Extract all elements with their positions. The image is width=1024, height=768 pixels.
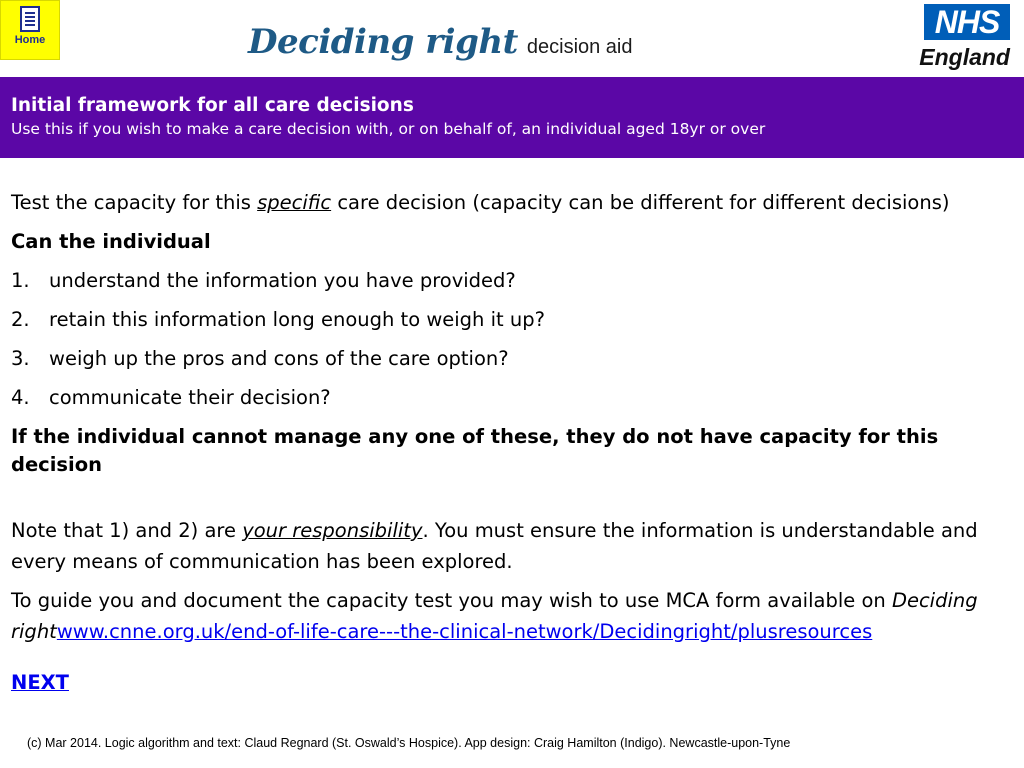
home-label: Home: [14, 34, 46, 46]
banner-title: Initial framework for all care decisions: [11, 95, 414, 116]
list-item-text: retain this information long enough to weigh it up?: [49, 308, 545, 331]
app-title-brand: Deciding right: [248, 22, 518, 62]
list-item-text: understand the information you have provided?: [49, 269, 516, 292]
guide-text: [11, 585, 1016, 647]
app-title: [248, 22, 633, 62]
nhs-england-logo: [908, 2, 1018, 70]
section-banner: [0, 77, 1024, 158]
app-title-suffix: decision aid: [526, 36, 633, 58]
guide-brand: Deciding right: [11, 589, 978, 643]
intro-text-start: Test the capacity for this: [11, 191, 258, 214]
conclusion-text: If the individual cannot manage any one of these, they do not have capacity for this decision: [11, 425, 939, 476]
intro-text: [11, 189, 1016, 217]
guide-text-start: To guide you and document the capacity test you may wish to use MCA form available on: [11, 589, 892, 612]
list-item-text: communicate their decision?: [49, 386, 331, 409]
responsibility-note: [11, 515, 1016, 577]
banner-subtitle: Use this if you wish to make a care decision with, or on behalf of, an individual aged 18yr or over: [11, 120, 766, 138]
list-item: [11, 384, 1016, 412]
resources-link[interactable]: www.cnne.org.uk/end-of-life-care---the-clinical-network/Decidingright/plusresources: [56, 620, 873, 643]
list-item-number: 4.: [11, 386, 30, 409]
question-heading: Can the individual: [11, 230, 211, 253]
next-link[interactable]: NEXT: [11, 671, 69, 694]
intro-text-end: care decision (capacity can be different for different decisions): [331, 191, 950, 214]
list-item-number: 2.: [11, 308, 30, 331]
nhs-logo-region: England: [919, 44, 1010, 70]
home-button[interactable]: [0, 0, 60, 60]
main-content: [11, 189, 1016, 697]
list-item: [11, 267, 1016, 295]
document-icon: [18, 6, 42, 32]
intro-emphasis: specific: [257, 191, 332, 214]
footer-credits: (c) Mar 2014. Logic algorithm and text: Claud Regnard (St. Oswald’s Hospice). App design: Craig Hamilton (Indigo). Newcastle-upon-Tyne: [27, 736, 791, 750]
list-item-text: weigh up the pros and cons of the care option?: [49, 347, 509, 370]
list-item-number: 3.: [11, 347, 30, 370]
list-item-number: 1.: [11, 269, 30, 292]
note-text-end: . You must ensure the information is understandable and every means of communication has been explored.: [11, 519, 978, 573]
note-emphasis: your responsibility: [242, 519, 423, 542]
capacity-checklist: [11, 267, 1016, 412]
list-item: [11, 306, 1016, 334]
note-text-start: Note that 1) and 2) are: [11, 519, 243, 542]
list-item: [11, 345, 1016, 373]
next-paragraph: [11, 669, 1016, 697]
nhs-logo-box: NHS: [924, 4, 1010, 40]
